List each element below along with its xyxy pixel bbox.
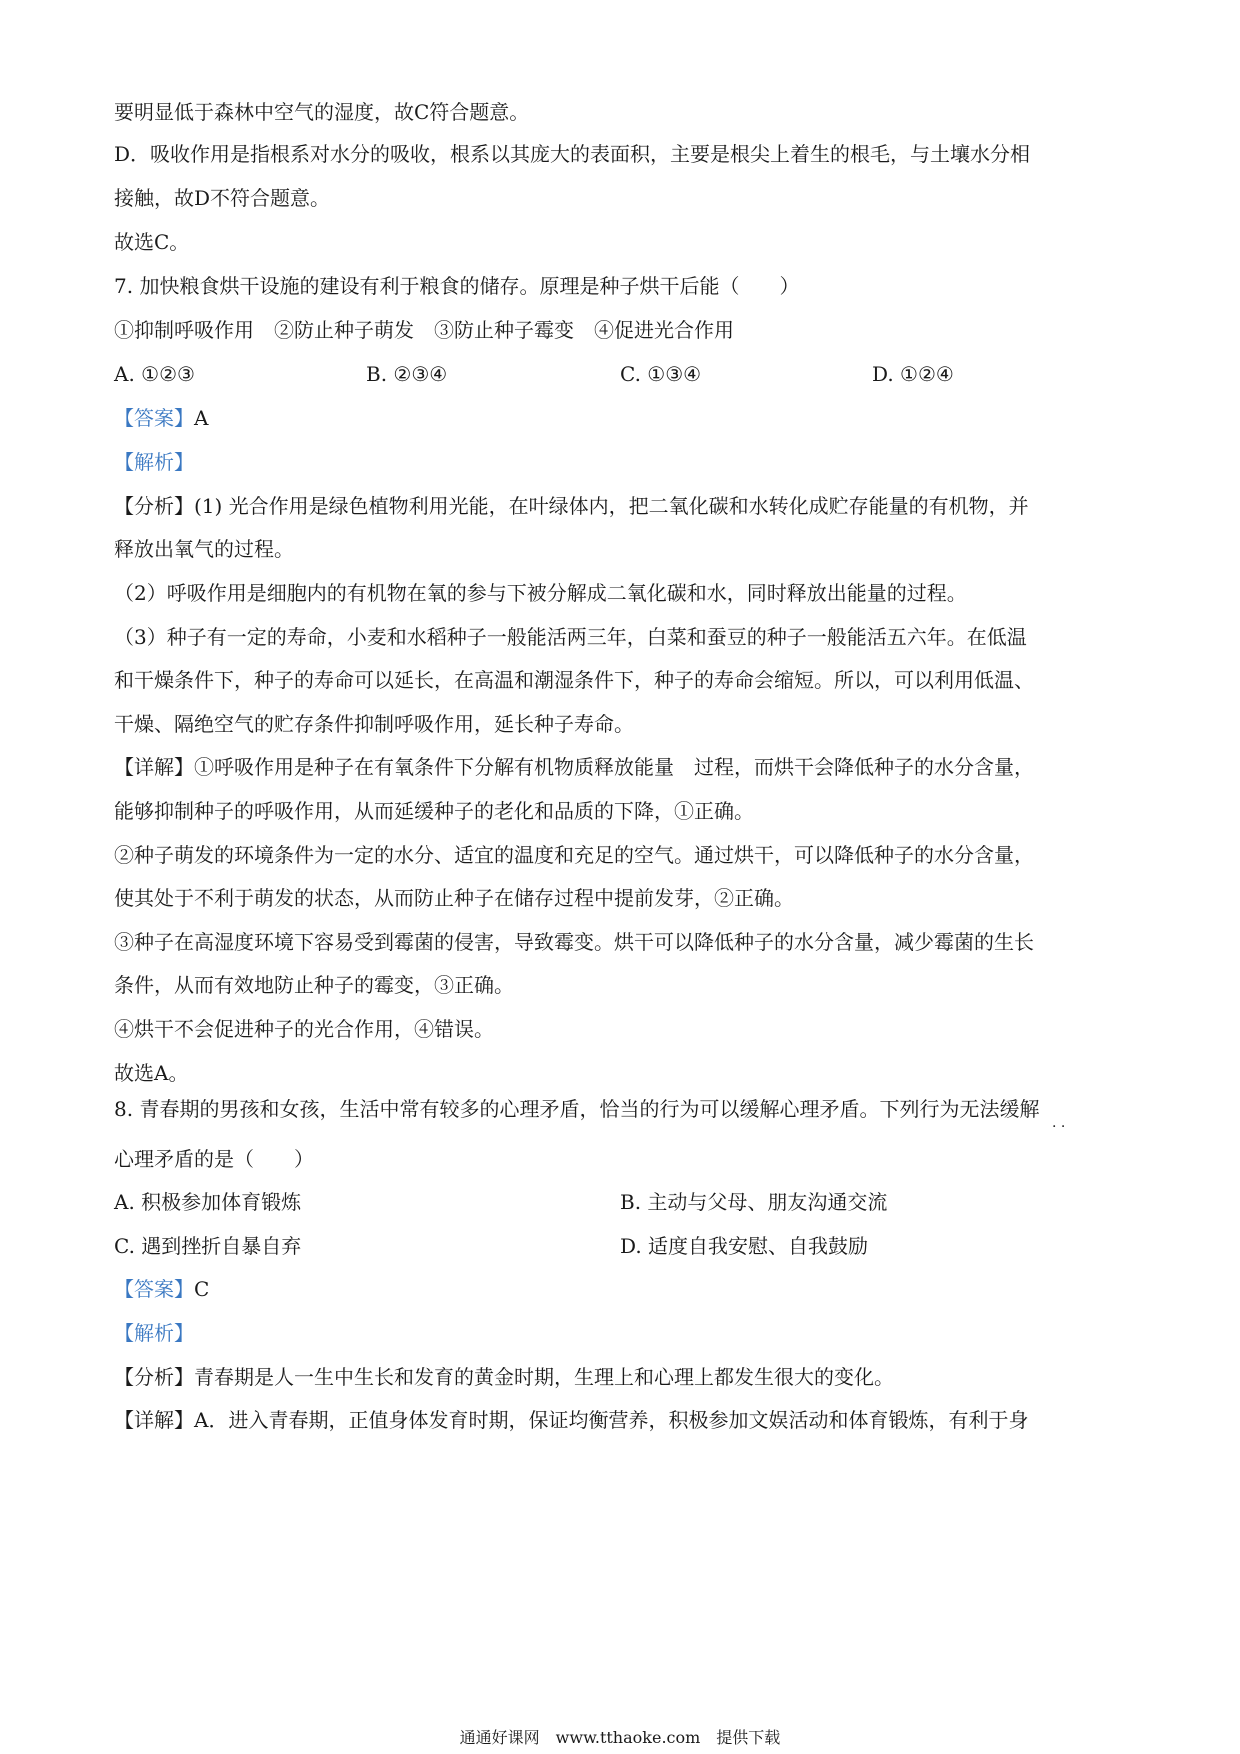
xiangjie-text: A．进入青春期，正值身体发育时期，保证均衡营养，积极参加文娱活动和体育锻炼，有利于身 — [194, 1408, 1029, 1432]
answer-tag: 【答案】 — [114, 406, 194, 430]
answer-value: A — [194, 406, 209, 430]
q8-stem-emphasis: 无法缓解 — [959, 1097, 1040, 1121]
q8-option-d: D. 适度自我安慰、自我鼓励 — [620, 1234, 869, 1258]
q6-choose: 故选C。 — [114, 230, 190, 254]
q7-option-d: D. ①②④ — [872, 362, 954, 386]
q6-tail-line1: 要明显低于森林中空气的湿度，故C符合题意。 — [114, 100, 530, 124]
q7-xiangjie-3b: 条件，从而有效地防止种子的霉变，③正确。 — [114, 973, 514, 997]
answer-tag: 【答案】 — [114, 1277, 194, 1301]
q7-xiangjie-3a: ③种子在高湿度环境下容易受到霉菌的侵害，导致霉变。烘干可以降低种子的水分含量，减少霉菌的生长 — [114, 930, 1034, 954]
fenxi-tag: 【分析】 — [114, 1365, 194, 1389]
answer-value: C — [194, 1277, 210, 1301]
q8-option-c: C. 遇到挫折自暴自弃 — [114, 1234, 302, 1258]
page-footer: 通通好课网 www.tthaoke.com 提供下载 — [459, 1728, 781, 1747]
q7-analysis-tag: 【解析】 — [114, 450, 194, 474]
q6-tail-line3: 接触，故D不符合题意。 — [114, 186, 331, 210]
q8-answer — [114, 1275, 209, 1303]
q8-stem-text: 8. 青春期的男孩和女孩，生活中常有较多的心理矛盾，恰当的行为可以缓解心理矛盾。下列行为 — [114, 1097, 960, 1121]
q8-xiangjie-a — [114, 1406, 1028, 1434]
fenxi-text: (1) 光合作用是绿色植物利用光能，在叶绿体内，把二氧化碳和水转化成贮存能量的有机物，并 — [194, 494, 1029, 518]
q7-xiangjie-2a: ②种子萌发的环境条件为一定的水分、适宜的温度和充足的空气。通过烘干，可以降低种子的水分含量， — [114, 843, 1034, 867]
q7-fenxi-3c: 干燥、隔绝空气的贮存条件抑制呼吸作用，延长种子寿命。 — [114, 712, 634, 736]
q8-fenxi — [114, 1363, 894, 1391]
q7-stem: 7. 加快粮食烘干设施的建设有利于粮食的储存。原理是种子烘干后能（ ） — [114, 274, 800, 298]
q8-analysis-tag: 【解析】 — [114, 1321, 194, 1345]
q7-xiangjie-2b: 使其处于不利于萌发的状态，从而防止种子在储存过程中提前发芽，②正确。 — [114, 886, 794, 910]
q7-xiangjie-1b: 能够抑制种子的呼吸作用，从而延缓种子的老化和品质的下降，①正确。 — [114, 799, 754, 823]
q7-items: ①抑制呼吸作用 ②防止种子萌发 ③防止种子霉变 ④促进光合作用 — [114, 318, 734, 342]
q7-answer — [114, 404, 208, 432]
xiangjie-tag: 【详解】 — [114, 1408, 194, 1432]
q8-stem-line2: 心理矛盾的是（ ） — [114, 1147, 314, 1171]
q7-fenxi-1a — [114, 492, 1029, 520]
fenxi-text: 青春期是人一生中生长和发育的黄金时期，生理上和心理上都发生很大的变化。 — [194, 1365, 894, 1389]
xiangjie-tag: 【详解】 — [114, 755, 194, 779]
q7-xiangjie-1a — [114, 753, 1034, 781]
q8-stem-line1 — [114, 1095, 1039, 1123]
xiangjie-text: ①呼吸作用是种子在有氧条件下分解有机物质释放能量 过程，而烘干会降低种子的水分含量， — [194, 755, 1034, 779]
emphasis-dots: · · — [1052, 1119, 1066, 1135]
q6-tail-line2: D．吸收作用是指根系对水分的吸收，根系以其庞大的表面积，主要是根尖上着生的根毛，与土壤水分相 — [114, 142, 1031, 166]
q7-option-a: A. ①②③ — [114, 362, 195, 386]
q7-option-c: C. ①③④ — [620, 362, 702, 386]
q7-fenxi-1b: 释放出氧气的过程。 — [114, 537, 294, 561]
q8-option-b: B. 主动与父母、朋友沟通交流 — [620, 1190, 888, 1214]
q7-choose: 故选A。 — [114, 1061, 189, 1085]
q7-fenxi-2: （2）呼吸作用是细胞内的有机物在氧的参与下被分解成二氧化碳和水，同时释放出能量的过程。 — [114, 581, 967, 605]
q8-option-a: A. 积极参加体育锻炼 — [114, 1190, 302, 1214]
q7-option-b: B. ②③④ — [366, 362, 448, 386]
q7-fenxi-3a: （3）种子有一定的寿命，小麦和水稻种子一般能活两三年，白菜和蚕豆的种子一般能活五六年。在低温 — [114, 625, 1027, 649]
q7-xiangjie-4: ④烘干不会促进种子的光合作用，④错误。 — [114, 1017, 494, 1041]
q7-fenxi-3b: 和干燥条件下，种子的寿命可以延长，在高温和潮湿条件下，种子的寿命会缩短。所以，可以利用低温、 — [114, 668, 1034, 692]
fenxi-tag: 【分析】 — [114, 494, 194, 518]
